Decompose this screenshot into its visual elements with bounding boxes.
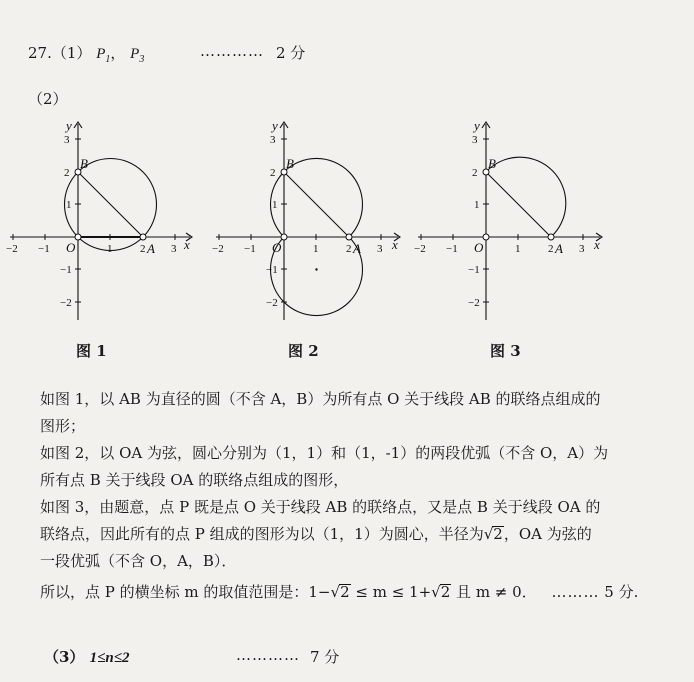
q3-dots: ………… <box>236 646 300 664</box>
figure-3-svg <box>408 112 608 327</box>
segment-ab <box>486 172 551 237</box>
q3-label: （3） <box>44 648 85 666</box>
label-origin: O <box>66 240 76 255</box>
tick-y-1: 1 <box>66 199 72 211</box>
tick-y-neg2: −2 <box>468 297 480 309</box>
explanation-line-6: 联络点，因此所有的点 P 组成的图形为以（1，1）为圆心，半径为√2，OA 为弦的 <box>40 525 592 543</box>
explanation-line-3: 如图 2，以 OA 为弦，圆心分别为（1，1）和（1，-1）的两段优弧（不含 O，A）为 <box>40 444 609 462</box>
q2-label: （2） <box>28 90 68 108</box>
tick-x-1: 1 <box>313 243 319 255</box>
tick-x-3: 3 <box>377 243 383 255</box>
line-6-pre: 联络点，因此所有的点 P 组成的图形为以（1，1）为圆心，半径为 <box>40 525 484 543</box>
tick-x-2: 2 <box>548 243 554 255</box>
label-a: A <box>353 241 361 256</box>
q1-line <box>28 42 144 65</box>
label-x: x <box>184 237 190 252</box>
explanation-line-4: 所有点 B 关于线段 OA 的联络点组成的图形， <box>40 471 349 489</box>
tick-x-neg2: −2 <box>414 243 426 255</box>
range-post: 且 m ≠ 0． <box>451 583 537 601</box>
tick-y-neg1: −1 <box>266 264 278 276</box>
tick-x-neg1: −1 <box>38 243 50 255</box>
radius-radicand: 2 <box>493 525 503 543</box>
explanation-line-5: 如图 3，由题意，点 P 既是点 O 关于线段 AB 的联络点，又是点 B 关于线段 OA 的 <box>40 498 601 516</box>
tick-y-neg1: −1 <box>60 264 72 276</box>
tick-y-neg2: −2 <box>266 297 278 309</box>
range-pre: 所以，点 P 的横坐标 m 的取值范围是：1− <box>40 583 331 601</box>
range-radicand-1: 2 <box>340 583 350 601</box>
tick-x-1: 1 <box>107 243 113 255</box>
range-score: 5 分. <box>604 583 639 601</box>
explanation-line-8: 所以，点 P 的横坐标 m 的取值范围是：1−√2 ≤ m ≤ 1+√2 且 m ≠ 0． ……… 5 分. <box>40 583 639 601</box>
label-b: B <box>80 156 88 171</box>
explanation <box>40 386 639 606</box>
figure-3 <box>408 112 608 327</box>
line-6-post: ，OA 为弦的 <box>503 525 592 543</box>
label-x: x <box>392 237 398 252</box>
tick-y-neg2: −2 <box>60 297 72 309</box>
tick-y-2: 2 <box>270 167 276 179</box>
tick-x-3: 3 <box>171 243 177 255</box>
tick-y-3: 3 <box>270 134 276 146</box>
label-origin: O <box>272 240 282 255</box>
figure-1 <box>0 112 200 327</box>
q3-answer: 1≤n≤2 <box>89 650 130 666</box>
q3-score: 7 分 <box>310 648 340 666</box>
q1-dots: ………… <box>200 42 264 60</box>
tick-x-3: 3 <box>579 243 585 255</box>
label-y: y <box>66 118 72 133</box>
explanation-line-2: 图形； <box>40 417 86 435</box>
label-origin: O <box>474 240 484 255</box>
answer-p1: P <box>96 46 106 62</box>
q1-score: 2 分 <box>276 44 306 62</box>
label-a: A <box>147 241 155 256</box>
arc-major <box>486 157 566 237</box>
explanation-line-1: 如图 1，以 AB 为直径的圆（不含 A，B）为所有点 O 关于线段 AB 的联络点组成的 <box>40 390 601 408</box>
answer-sep: ， <box>110 44 126 62</box>
tick-x-1: 1 <box>515 243 521 255</box>
caption-figure-3: 图 3 <box>490 342 521 360</box>
label-x: x <box>594 237 600 252</box>
answer-p3: P <box>130 46 140 62</box>
segment-ab <box>284 172 349 237</box>
range-dots: ……… <box>551 583 600 601</box>
tick-x-neg1: −1 <box>446 243 458 255</box>
answer-p3-sub: 3 <box>139 54 145 65</box>
label-y: y <box>272 118 278 133</box>
tick-x-neg1: −1 <box>244 243 256 255</box>
label-y: y <box>474 118 480 133</box>
segment-ab <box>78 172 143 237</box>
label-a: A <box>555 241 563 256</box>
tick-y-3: 3 <box>472 134 478 146</box>
explanation-line-7: 一段优弧（不含 O，A，B）． <box>40 552 237 570</box>
label-b: B <box>488 156 496 171</box>
tick-y-1: 1 <box>272 199 278 211</box>
answer-p1-sub: 1 <box>105 54 111 65</box>
tick-x-2: 2 <box>140 243 146 255</box>
tick-x-neg2: −2 <box>6 243 18 255</box>
range-radicand-2: 2 <box>440 583 451 601</box>
range-mid: ≤ m ≤ 1+ <box>350 583 432 601</box>
tick-y-3: 3 <box>64 134 70 146</box>
figure-2-svg <box>206 112 406 327</box>
q3-line <box>44 646 129 667</box>
tick-y-2: 2 <box>64 167 70 179</box>
tick-x-2: 2 <box>346 243 352 255</box>
figure-2 <box>206 112 406 327</box>
caption-figure-2: 图 2 <box>288 342 319 360</box>
tick-y-2: 2 <box>472 167 478 179</box>
tick-x-neg2: −2 <box>212 243 224 255</box>
tick-y-1: 1 <box>474 199 480 211</box>
figure-1-svg <box>0 112 200 327</box>
q1-label: 27.（1） <box>28 44 92 62</box>
label-b: B <box>286 156 294 171</box>
tick-y-neg1: −1 <box>468 264 480 276</box>
caption-figure-1: 图 1 <box>76 342 107 360</box>
